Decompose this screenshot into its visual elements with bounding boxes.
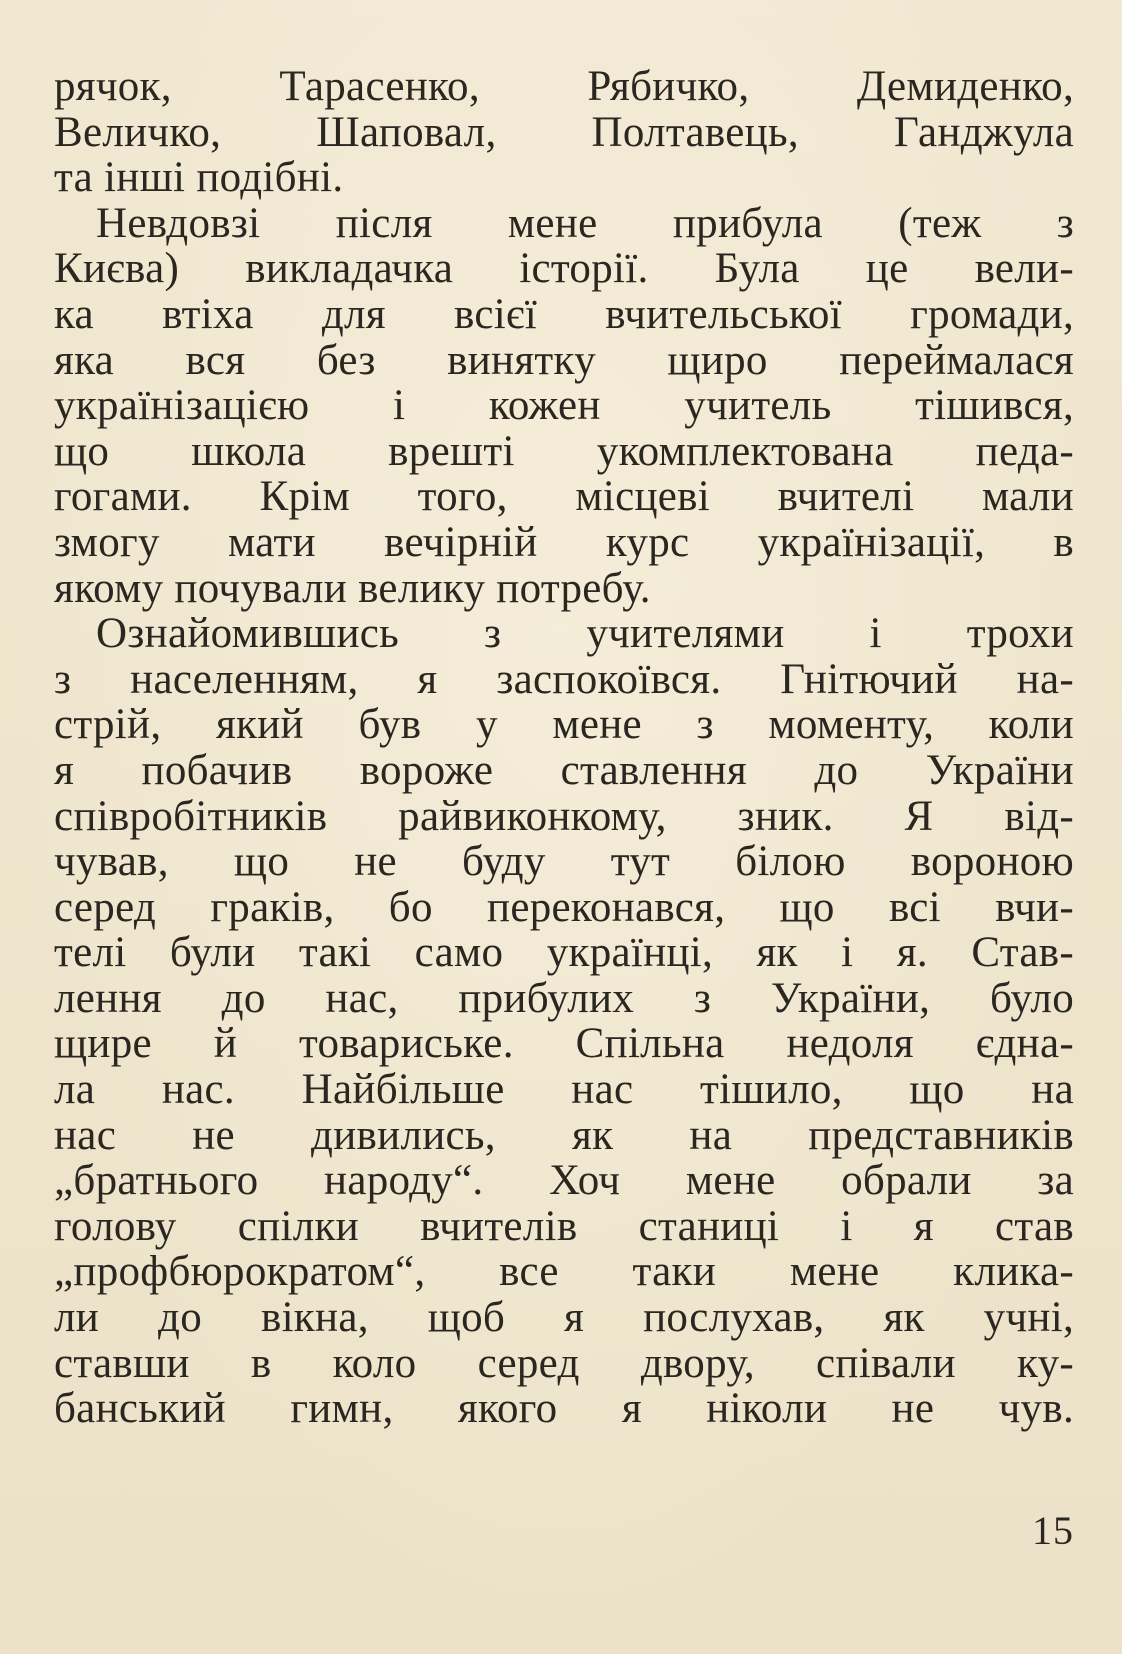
- text-line: Ознайомившись з учителями і трохи: [96, 610, 1074, 658]
- text-line: я побачив вороже ставлення до України: [54, 746, 1074, 794]
- text-line: „профбюрократом“, все таки мене клика-: [54, 1248, 1074, 1296]
- text-line: лення до нас, прибулих з України, було: [54, 974, 1074, 1022]
- text-line: ла нас. Найбільше нас тішило, що на: [54, 1066, 1074, 1114]
- page-number: 15: [1032, 1508, 1074, 1553]
- text-line: рячок, Тарасенко, Рябичко, Демиденко,: [54, 63, 1074, 110]
- body-text: [54, 64, 1074, 1432]
- text-line: Києва) викладачка історії. Була це вели-: [54, 245, 1074, 293]
- text-line: українізацією і кожен учитель тішився,: [54, 382, 1074, 430]
- text-line: „братнього народу“. Хоч мене обрали за: [54, 1157, 1074, 1205]
- text-line: чував, що не буду тут білою вороною: [54, 838, 1074, 886]
- text-line: нас не дивились, як на представників: [54, 1111, 1074, 1159]
- text-line: щире й товариське. Спільна недоля єдна-: [54, 1020, 1074, 1068]
- text-line: ставши в коло серед двору, співали ку-: [54, 1339, 1074, 1387]
- text-line: ли до вікна, щоб я послухав, як учні,: [54, 1294, 1074, 1342]
- text-line: гогами. Крім того, місцеві вчителі мали: [54, 473, 1074, 521]
- text-line: телі були такі само українці, як і я. Став-: [54, 929, 1074, 977]
- text-line: Невдовзі після мене прибула (теж з: [96, 199, 1074, 247]
- text-line: стрій, який був у мене з моменту, коли: [54, 701, 1074, 749]
- text-line: з населенням, я заспокоївся. Гнітючий на-: [54, 655, 1074, 703]
- text-line: серед граків, бо переконався, що всі вчи-: [54, 883, 1074, 931]
- text-line: яка вся без винятку щиро переймалася: [54, 336, 1074, 384]
- text-line: Величко, Шаповал, Полтавець, Ганджула: [54, 108, 1074, 156]
- text-line: змогу мати вечірній курс українізації, в: [54, 518, 1074, 566]
- text-line: ка втіха для всієї вчительської громади,: [54, 290, 1074, 338]
- text-line: якому почували велику потребу.: [54, 564, 651, 612]
- text-line: банський гимн, якого я ніколи не чув.: [54, 1385, 1074, 1433]
- text-line: та інші подібні.: [54, 154, 344, 202]
- text-line: співробітників райвиконкому, зник. Я від-: [54, 792, 1074, 840]
- text-line: що школа врешті укомплектована педа-: [54, 427, 1074, 475]
- text-line: голову спілки вчителів станиці і я став: [54, 1202, 1074, 1250]
